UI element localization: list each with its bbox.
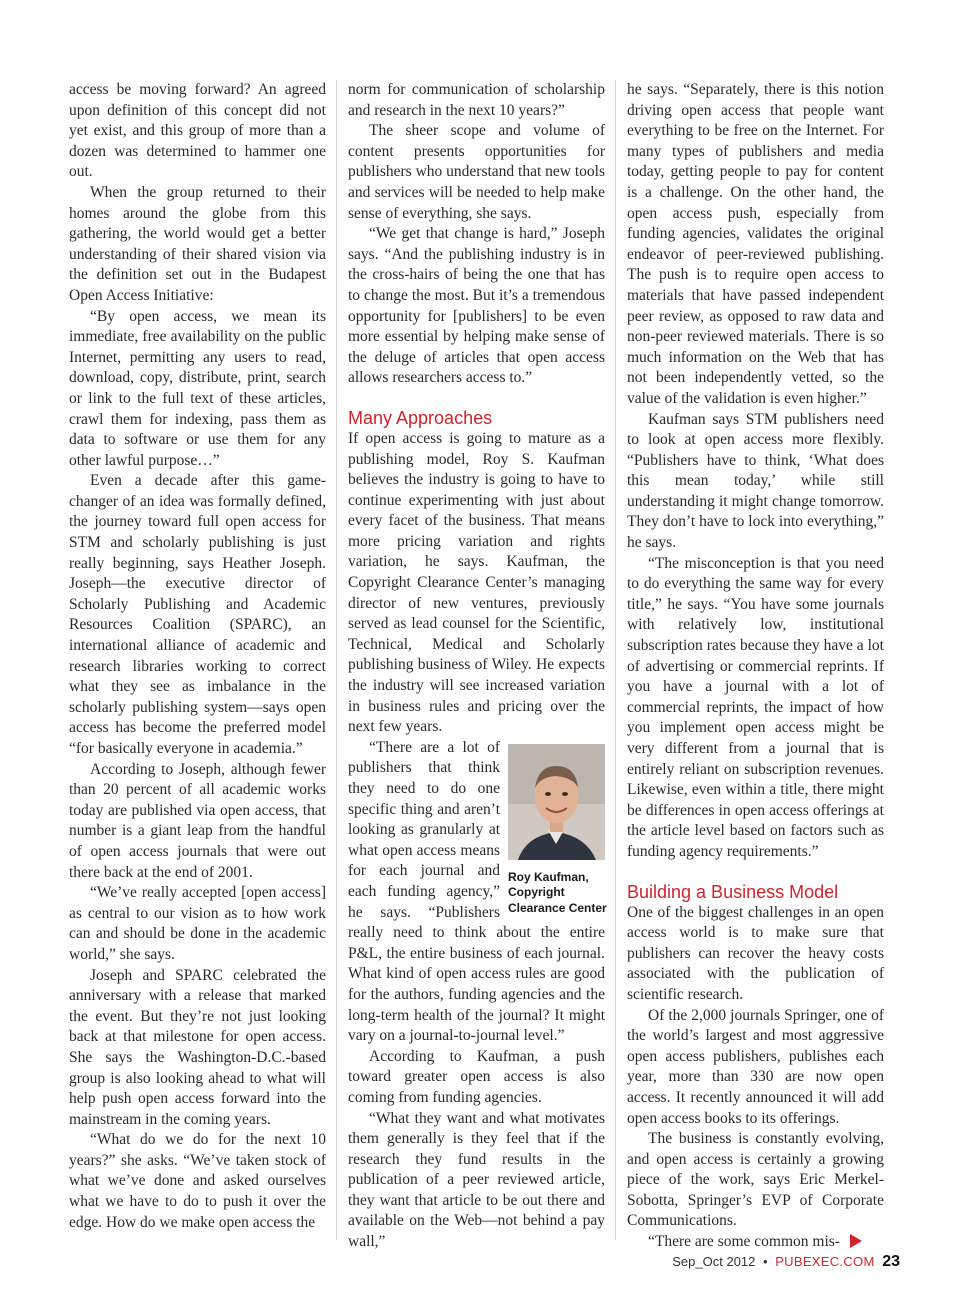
paragraph: If open access is going to mature as a publishing model, Roy S. Kaufman believes the industry is going to have to continue experimenting with just about every facet of the business. That means more pricing variation and rights variation, he says. Kaufman, the Copyright Clearance Center’s managing director of new ventures, previously served as lead counsel for the Scientific, Technical, Medical and Scholarly publishing business of Wiley. He expects the industry will see increased variation in business rules and pricing over the next few years. bbox=[348, 429, 605, 736]
paragraph: norm for communication of scholarship and research in the next 10 years?” bbox=[348, 81, 605, 119]
paragraph: Joseph and SPARC celebrated the anniversary with a release that marked the event. But they’re not just looking back at that milestone for open access. She says the Washington-D.C.-based group is also looking ahead to what will help push open access forward into the mainstream in the coming years. bbox=[69, 966, 326, 1128]
article-column-2 bbox=[348, 80, 605, 1253]
paragraph: “By open access, we mean its immediate, free availability on the public Internet, permitting any users to read, download, copy, distribute, print, search or link to the full text of these articles, crawl them for indexing, pass them as data to software or use them for any other lawful purpose…” bbox=[69, 307, 326, 469]
paragraph: access be moving forward? An agreed upon definition of this concept did not yet exist, and this group of more than a dozen was determined to hammer one out. bbox=[69, 81, 326, 181]
article-column-3 bbox=[627, 80, 884, 1253]
paragraph: According to Kaufman, a push toward greater open access is also coming from funding agencies. bbox=[348, 1047, 605, 1106]
paragraph-text: “There are a lot of publishers that think they need to do one specific thing and aren’t looking as granularly at what open access means for each journal and each funding agency,” he says. “Publishers really need to think about the entire P&L, the entire business of each journal. What kind of open access rules are good for the authors, funding agencies and the long-term health of the journal? It might vary on a journal-to-journal level.” bbox=[348, 738, 605, 1045]
issue-date: Sep_Oct 2012 bbox=[672, 1254, 756, 1269]
paragraph: The business is constantly evolving, and open access is certainly a growing piece of the work, says Eric Merkel-Sobotta, Springer’s EVP of Corporate Communications. bbox=[627, 1130, 884, 1230]
site-name: PUBEXEC.COM bbox=[775, 1254, 875, 1269]
paragraph: “What do we do for the next 10 years?” she asks. “We’ve taken stock of what we’ve done and asked ourselves what we have to do to push it over the edge. How do we make open access the bbox=[69, 1131, 326, 1231]
author-photo-figure bbox=[508, 744, 605, 917]
photo-caption: Roy Kaufman, Copyright Clearance Center bbox=[508, 869, 607, 915]
column-divider bbox=[615, 80, 616, 1240]
paragraph: Of the 2,000 journals Springer, one of the world’s largest and most aggressive open access publishers, publishes each year, more than 330 are now open access. It recently announced it will add open access books to its offerings. bbox=[627, 1006, 884, 1127]
footer-separator: • bbox=[763, 1254, 768, 1269]
paragraph: According to Joseph, although fewer than 20 percent of all academic works today are published via open access, that number is a giant leap from the handful of open access journals that were out there back at the end of 2001. bbox=[69, 760, 326, 881]
paragraph: he says. “Separately, there is this notion driving open access that people want everything to be free on the Internet. For many types of publishers and media today, getting people to pay for content is a challenge. On the other hand, the open access push, especially from funding agencies, validates the original endeavor of peer-reviewed publishing. The push is to require open access to materials that have passed independent peer review, as opposed to raw data and non-peer reviewed materials. There is so much information on the Web that has not been independently vetted, so the value of the validation is even higher.” bbox=[627, 81, 884, 407]
paragraph: “What they want and what motivates them generally is they feel that if the research they fund results in the publication of a peer reviewed article, they want that article to be out there and available on the Web—not behind a pay wall,” bbox=[348, 1109, 605, 1251]
article-column-1 bbox=[69, 80, 326, 1233]
paragraph: Even a decade after this game-changer of an idea was formally defined, the journey toward full open access for STM and scholarly publishing is just really beginning, says Heather Joseph. Joseph—the executive director of Scholarly Publishing and Academic Resources Coalition (SPARC), an international alliance of academic and research libraries working to correct what they see as imbalance in the scholarly publishing system—says open access has become the preferred model “for basically everyone in academia.” bbox=[69, 472, 326, 757]
section-heading-business-model: Building a Business Model bbox=[627, 881, 839, 902]
paragraph: The sheer scope and volume of content presents opportunities for publishers who understand that new tools and services will be needed to help make sense of everything, she says. bbox=[348, 122, 606, 222]
paragraph-text: “There are some common mis- bbox=[648, 1233, 840, 1251]
paragraph: One of the biggest challenges in an open access world is to make sure that publishers can recover the heavy costs associated with the publication of scientific research. bbox=[627, 903, 884, 1003]
paragraph bbox=[627, 1232, 884, 1253]
paragraph: “The misconception is that you need to do everything the same way for every title,” he says. “You have some journals with relatively low, institutional subscription rates because they have a lot of advertising or commercial reprints. If you have a journal with a lot of commercial reprints, the impact of how you implement open access might be very different from a journal that is entirely reliant on subscription revenues. Likewise, even within a title, there might be differences in open access offerings at the article level based on factors such as funding agency requirements.” bbox=[627, 554, 884, 860]
continue-arrow-icon bbox=[850, 1234, 862, 1248]
page-number: 23 bbox=[882, 1253, 900, 1270]
paragraph: “We get that change is hard,” Joseph says. “And the publishing industry is in the cross-hairs of being the one that has to change the most. But it’s a tremendous opportunity for [publishers] to be even more essential by helping make sense of the deluge of articles that open access allows researchers access to.” bbox=[348, 225, 605, 387]
paragraph: When the group returned to their homes around the globe from this gathering, the world would get a better understanding of their shared vision via the definition set out in the Budapest Open Access Initiative: bbox=[69, 183, 326, 304]
page-footer bbox=[672, 1253, 900, 1271]
section-heading-many-approaches: Many Approaches bbox=[348, 407, 493, 428]
portrait-photo bbox=[508, 744, 605, 860]
paragraph: Kaufman says STM publishers need to look at open access more flexibly. “Publishers have to think, ‘What does this mean today,’ while still understanding it might change tomorrow. They don’t have to lock into everything,” he says. bbox=[627, 410, 884, 552]
paragraph: “We’ve really accepted [open access] as central to our vision as to how work can and should be done in the academic world,” she says. bbox=[69, 884, 326, 963]
column-divider bbox=[336, 80, 337, 1240]
